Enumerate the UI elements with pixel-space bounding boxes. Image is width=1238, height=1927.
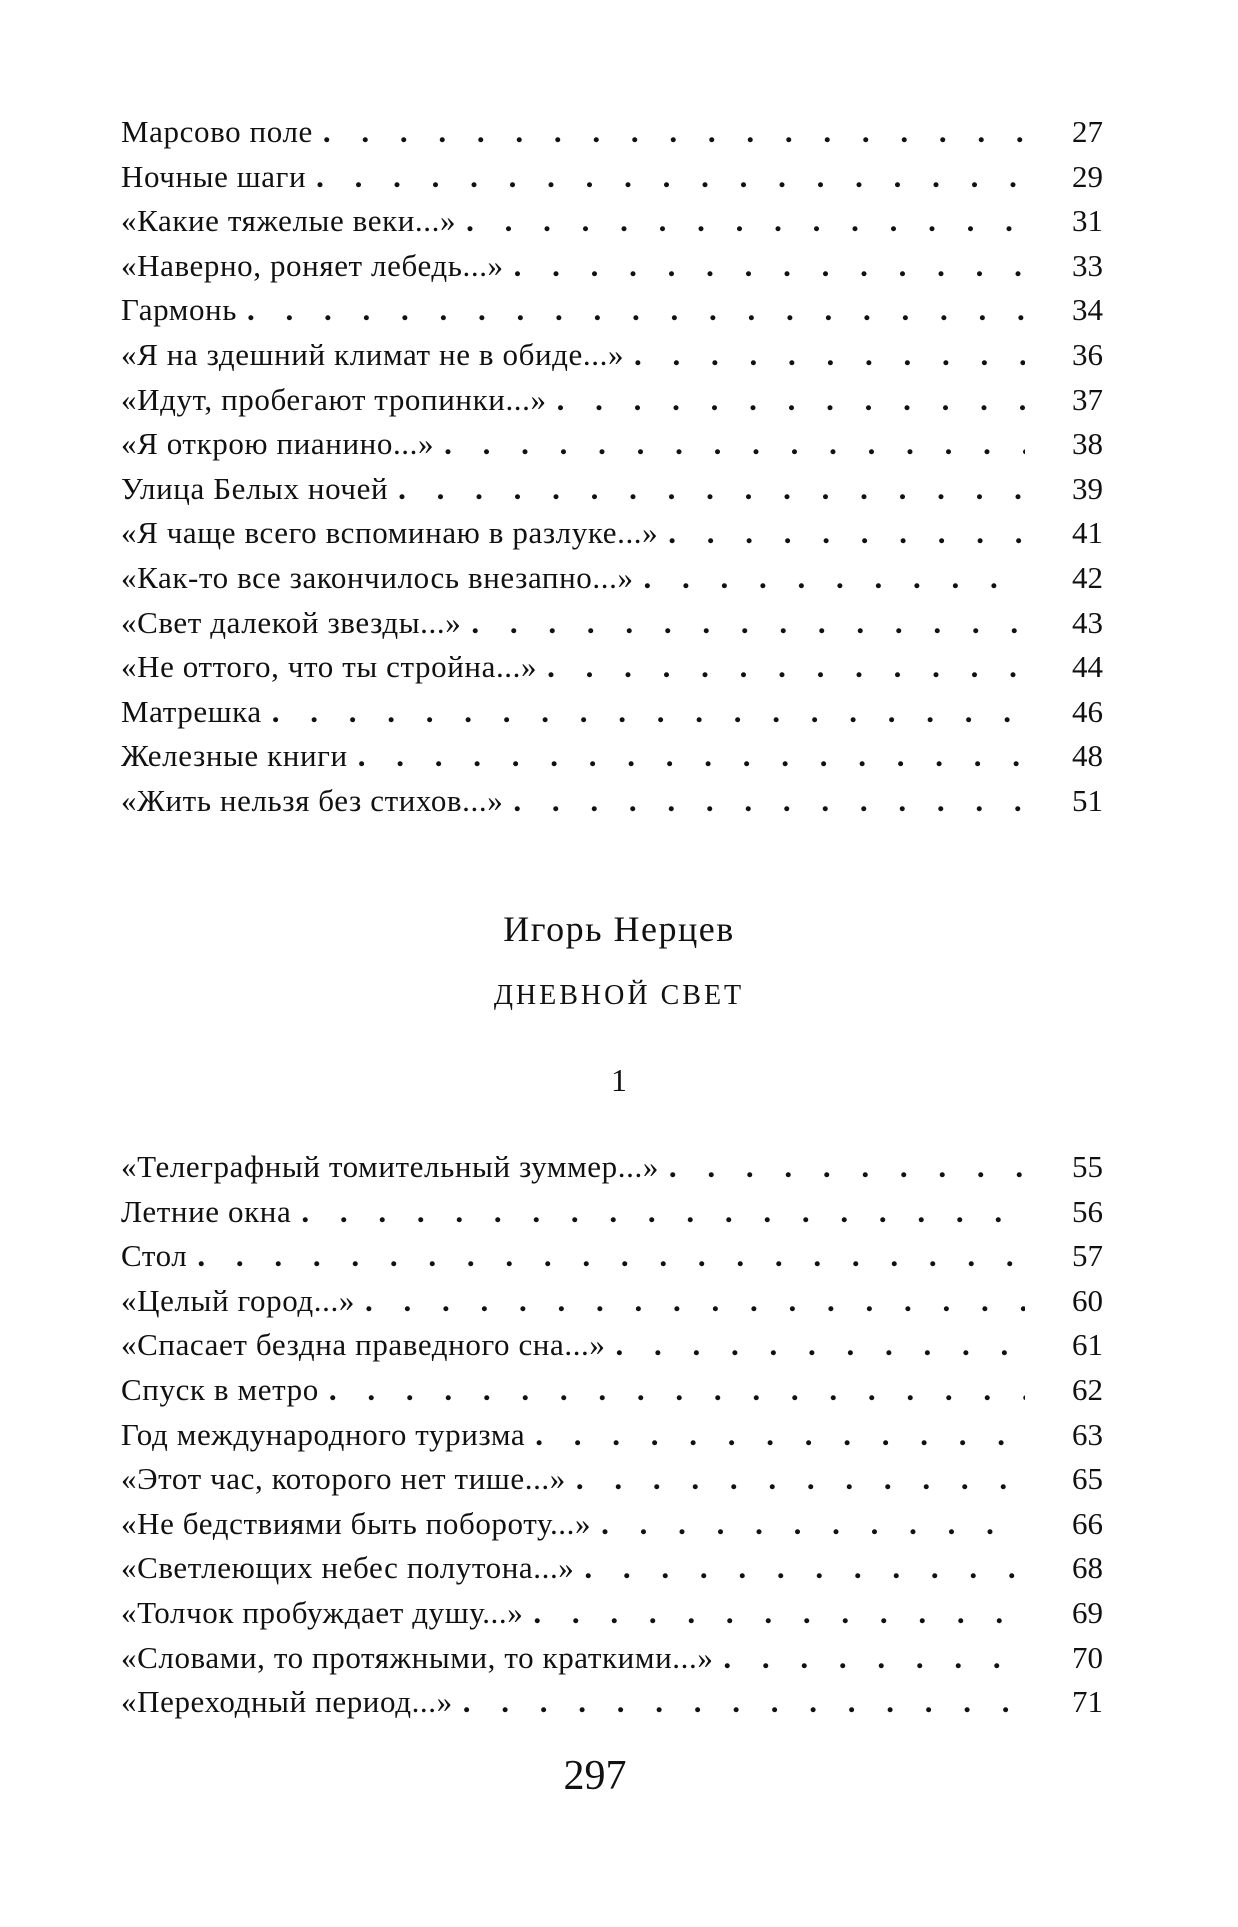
toc-entry-page: 62 — [1072, 1371, 1103, 1407]
page-number: 297 — [563, 1753, 627, 1799]
toc-entry — [121, 1368, 1103, 1413]
toc-entry-page: 46 — [1072, 693, 1103, 729]
toc-entry — [121, 645, 1103, 690]
toc-entry-page: 63 — [1072, 1416, 1103, 1452]
toc-entry — [121, 779, 1103, 824]
toc-entry-title: «Не бедствиями быть побороту...» — [121, 1505, 592, 1541]
toc-entry — [121, 1279, 1103, 1324]
toc-entry — [121, 378, 1103, 423]
toc-entry-page: 66 — [1072, 1505, 1103, 1541]
section-title: ДНЕВНОЙ СВЕТ — [493, 980, 745, 1011]
dot-leader — [535, 1413, 1025, 1458]
toc-entry — [121, 1145, 1103, 1190]
toc-entry-page: 34 — [1072, 292, 1103, 328]
dot-leader — [247, 288, 1025, 333]
part-number: 1 — [611, 1062, 627, 1098]
toc-entry-page: 27 — [1072, 114, 1103, 149]
toc-entry — [121, 333, 1103, 378]
toc-entry-title: Ночные шаги — [121, 158, 307, 194]
toc-entry — [121, 1190, 1103, 1235]
toc-entry — [121, 1413, 1103, 1458]
toc-entry — [121, 1591, 1103, 1636]
toc-entry — [121, 601, 1103, 646]
toc-entry-page: 37 — [1072, 381, 1103, 417]
toc-entry-title: Гармонь — [121, 292, 237, 328]
dot-leader — [444, 422, 1025, 467]
dot-leader — [398, 467, 1025, 512]
dot-leader — [547, 645, 1025, 690]
toc-entry-page: 31 — [1072, 203, 1103, 239]
toc-entry-title: «Как-то все закончилось внезапно...» — [121, 559, 634, 595]
toc-entry-page: 48 — [1072, 738, 1103, 774]
toc-entry-page: 41 — [1072, 515, 1103, 551]
toc-entry-title: «Идут, пробегают тропинки...» — [121, 381, 547, 417]
toc-entry-page: 69 — [1072, 1594, 1103, 1630]
toc-list-second — [121, 1145, 1103, 1725]
author-name: Игорь Нерцев — [503, 909, 735, 949]
toc-list-first — [121, 110, 1103, 824]
toc-entry — [121, 1234, 1103, 1279]
toc-entry — [121, 1546, 1103, 1591]
toc-entry-title: Матрешка — [121, 693, 262, 729]
toc-entry — [121, 244, 1103, 289]
dot-leader — [471, 601, 1025, 646]
toc-entry — [121, 556, 1103, 601]
toc-entry — [121, 1636, 1103, 1681]
dot-leader — [301, 1190, 1025, 1235]
toc-entry-page: 51 — [1072, 782, 1103, 818]
toc-entry-title: «Толчок пробуждает душу...» — [121, 1594, 524, 1630]
toc-entry-title: «Я открою пианино...» — [121, 426, 435, 462]
dot-leader — [634, 333, 1025, 378]
toc-entry-page: 65 — [1072, 1461, 1103, 1497]
toc-entry-title: Летние окна — [121, 1193, 292, 1229]
toc-entry-title: Улица Белых ночей — [121, 470, 389, 506]
toc-entry — [121, 1680, 1103, 1725]
toc-entry-page: 57 — [1072, 1238, 1103, 1274]
dot-leader — [668, 511, 1025, 556]
toc-entry — [121, 110, 1103, 155]
toc-entry-page: 39 — [1072, 470, 1103, 506]
dot-leader — [316, 155, 1025, 200]
toc-entry-page: 56 — [1072, 1193, 1103, 1229]
dot-leader — [329, 1368, 1025, 1413]
toc-entry-page: 68 — [1072, 1550, 1103, 1586]
dot-leader — [365, 1279, 1025, 1324]
toc-entry-title: «Какие тяжелые веки...» — [121, 203, 457, 239]
toc-entry-page: 29 — [1072, 158, 1103, 194]
dot-leader — [576, 1457, 1025, 1502]
dot-leader — [323, 110, 1025, 155]
toc-entry-title: «Телеграфный томительный зуммер...» — [121, 1149, 659, 1184]
dot-leader — [272, 690, 1025, 735]
dot-leader — [601, 1502, 1025, 1547]
toc-entry-title: Марсово поле — [121, 114, 313, 149]
dot-leader — [669, 1145, 1025, 1190]
toc-entry-title: Стол — [121, 1238, 188, 1274]
dot-leader — [723, 1636, 1025, 1681]
toc-entry-page: 36 — [1072, 336, 1103, 372]
toc-entry-page: 61 — [1072, 1327, 1103, 1363]
toc-entry — [121, 1323, 1103, 1368]
dot-leader — [584, 1546, 1025, 1591]
toc-entry-page: 42 — [1072, 559, 1103, 595]
dot-leader — [557, 378, 1025, 423]
toc-entry-page: 55 — [1072, 1149, 1103, 1184]
toc-entry — [121, 422, 1103, 467]
toc-entry-page: 60 — [1072, 1282, 1103, 1318]
toc-entry-page: 44 — [1072, 649, 1103, 685]
dot-leader — [358, 734, 1025, 779]
toc-entry — [121, 288, 1103, 333]
dot-leader — [616, 1323, 1025, 1368]
toc-entry-title: «Светлеющих небес полутона...» — [121, 1550, 575, 1586]
toc-entry-title: «Жить нельзя без стихов...» — [121, 782, 504, 818]
toc-entry-title: «Наверно, роняет лебедь...» — [121, 247, 504, 283]
toc-entry — [121, 734, 1103, 779]
dot-leader — [514, 244, 1025, 289]
dot-leader — [644, 556, 1025, 601]
toc-entry-title: «Свет далекой звезды...» — [121, 604, 462, 640]
toc-entry-page: 71 — [1072, 1684, 1103, 1720]
toc-entry-title: «Я на здешний климат не в обиде...» — [121, 336, 625, 372]
dot-leader — [533, 1591, 1025, 1636]
toc-entry-title: «Я чаще всего вспоминаю в разлуке...» — [121, 515, 659, 551]
toc-entry-page: 38 — [1072, 426, 1103, 462]
toc-entry-page: 33 — [1072, 247, 1103, 283]
toc-entry — [121, 511, 1103, 556]
toc-entry — [121, 199, 1103, 244]
dot-leader — [466, 199, 1025, 244]
toc-entry-title: Железные книги — [121, 738, 348, 774]
toc-entry — [121, 1457, 1103, 1502]
dot-leader — [197, 1234, 1025, 1279]
dot-leader — [463, 1680, 1025, 1725]
toc-entry-title: «Не оттого, что ты стройна...» — [121, 649, 538, 685]
toc-entry — [121, 1502, 1103, 1547]
toc-entry-title: «Спасает бездна праведного сна...» — [121, 1327, 606, 1363]
toc-entry-title: «Словами, то протяжными, то краткими...» — [121, 1639, 714, 1675]
toc-entry-title: Год международного туризма — [121, 1416, 526, 1452]
toc-entry — [121, 467, 1103, 512]
toc-entry-title: «Этот час, которого нет тише...» — [121, 1461, 566, 1497]
toc-entry-title: «Переходный период...» — [121, 1684, 453, 1720]
toc-entry — [121, 690, 1103, 735]
toc-entry-page: 43 — [1072, 604, 1103, 640]
dot-leader — [513, 779, 1025, 824]
toc-entry-page: 70 — [1072, 1639, 1103, 1675]
toc-entry-title: Спуск в метро — [121, 1371, 319, 1407]
toc-entry-title: «Целый город...» — [121, 1282, 355, 1318]
toc-entry — [121, 155, 1103, 200]
